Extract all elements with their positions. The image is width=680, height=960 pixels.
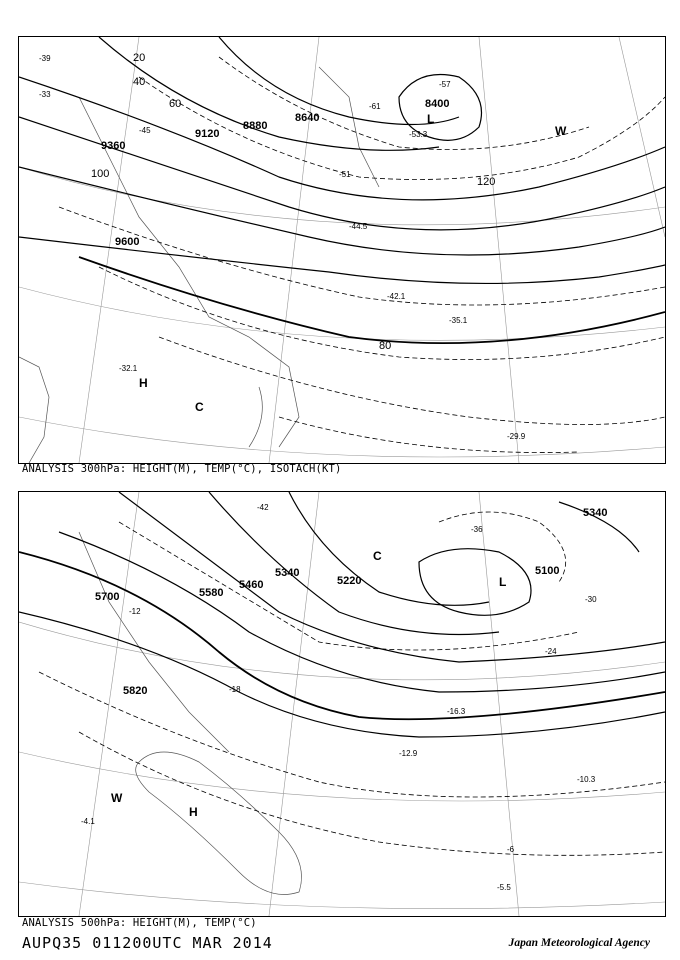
warm-symbol: W xyxy=(111,791,123,805)
height-label-5340b: 5340 xyxy=(583,507,608,519)
temp-label: -51 xyxy=(339,170,351,179)
height-label-5100: 5100 xyxy=(535,565,560,577)
temp-label: -29.9 xyxy=(507,432,526,441)
caption-300hpa: ANALYSIS 300hPa: HEIGHT(M), TEMP(°C), ISOTACH(KT) xyxy=(22,463,342,475)
height-label-8400: 8400 xyxy=(425,98,450,110)
temp-label: -32.1 xyxy=(119,364,138,373)
valid-time: 011200UTC MAR 2014 xyxy=(92,934,273,952)
temp-label: -4.1 xyxy=(81,817,95,826)
graticule xyxy=(19,492,665,916)
temp-label: -18 xyxy=(229,685,241,694)
caption-500hpa: ANALYSIS 500hPa: HEIGHT(M), TEMP(°C) xyxy=(22,917,257,929)
agency-credit: Japan Meteorological Agency xyxy=(508,937,650,949)
isotach-label-120: 120 xyxy=(477,176,496,188)
temp-label: -39 xyxy=(39,54,51,63)
height-label-5700: 5700 xyxy=(95,591,120,603)
graticule xyxy=(19,37,665,463)
isotach-label-60: 60 xyxy=(169,98,182,110)
height-label-5340: 5340 xyxy=(275,567,300,579)
cold-symbol: C xyxy=(195,400,204,414)
temp-label: -5.5 xyxy=(497,883,511,892)
temp-label: -35.1 xyxy=(449,316,468,325)
temp-label: -33 xyxy=(39,90,51,99)
height-label-9120: 9120 xyxy=(195,128,220,140)
chart-500hpa xyxy=(18,491,666,917)
temp-label: -24 xyxy=(545,647,557,656)
height-contours xyxy=(19,492,665,737)
temp-label: -61 xyxy=(369,102,381,111)
temp-label: -30 xyxy=(585,595,597,604)
low-symbol: L xyxy=(427,112,435,126)
footer-identifier xyxy=(22,934,273,952)
temp-label: -16.3 xyxy=(447,707,466,716)
height-labels xyxy=(101,98,449,248)
product-id: AUPQ35 xyxy=(22,934,83,952)
height-label-5820: 5820 xyxy=(123,685,148,697)
chart-300hpa xyxy=(18,36,666,464)
height-label-9600: 9600 xyxy=(115,236,140,248)
height-contours xyxy=(19,37,665,343)
high-symbol: H xyxy=(189,805,198,819)
high-symbol: H xyxy=(139,376,148,390)
cold-symbol: C xyxy=(373,549,382,563)
height-labels xyxy=(95,507,607,697)
height-label-9360: 9360 xyxy=(101,140,126,152)
isotach-label-80: 80 xyxy=(379,340,392,352)
isotach-label-20: 20 xyxy=(133,52,146,64)
temp-label: -6 xyxy=(507,845,515,854)
low-symbol: L xyxy=(499,575,507,589)
height-label-8640: 8640 xyxy=(295,112,320,124)
isotherms xyxy=(39,512,665,855)
chart-500hpa-svg xyxy=(19,492,665,916)
height-label-5220: 5220 xyxy=(337,575,362,587)
temp-label: -12 xyxy=(129,607,141,616)
height-label-8880: 8880 xyxy=(243,120,268,132)
symbols xyxy=(139,112,567,414)
isotach-label-100: 100 xyxy=(91,168,110,180)
temp-label: -57 xyxy=(439,80,451,89)
temp-label: -42.1 xyxy=(387,292,406,301)
height-label-5460: 5460 xyxy=(239,579,264,591)
coastline xyxy=(79,532,302,895)
temp-label: -44.5 xyxy=(349,222,368,231)
temp-label: -53.3 xyxy=(409,130,428,139)
temp-label: -42 xyxy=(257,503,269,512)
temp-label: -12.9 xyxy=(399,749,418,758)
chart-300hpa-svg xyxy=(19,37,665,463)
temp-label: -10.3 xyxy=(577,775,596,784)
warm-symbol: W xyxy=(555,124,567,138)
temp-label: -45 xyxy=(139,126,151,135)
isotach-label-40: 40 xyxy=(133,76,146,88)
height-label-5580: 5580 xyxy=(199,587,224,599)
temp-label: -36 xyxy=(471,525,483,534)
isotachs xyxy=(59,57,665,453)
